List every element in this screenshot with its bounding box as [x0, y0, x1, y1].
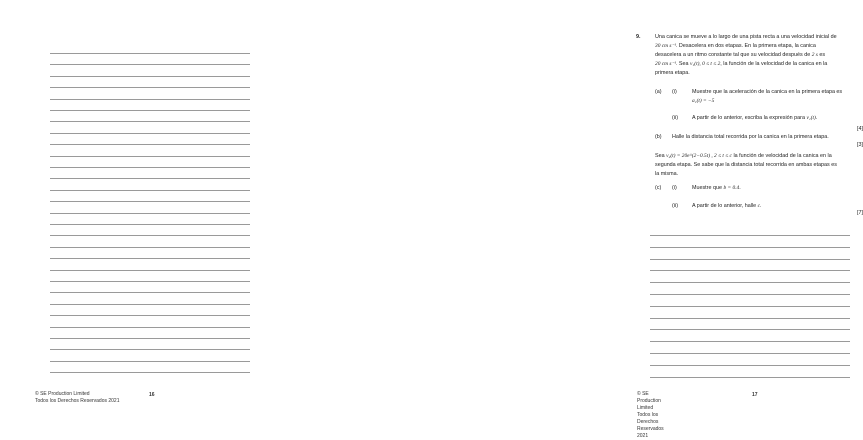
- right-footer-copyright: © SE Production Limited: [637, 391, 661, 411]
- answer-line: [50, 167, 250, 168]
- answer-line: [50, 190, 250, 191]
- question-number: 9.: [636, 34, 641, 40]
- answer-line: [650, 282, 850, 283]
- part-a-i-math: a₁(t) = −5: [692, 98, 715, 104]
- answer-line: [50, 327, 250, 328]
- answer-line: [50, 156, 250, 157]
- part-c-marks: [7]: [857, 210, 863, 216]
- right-footer-rights: Todos los Derechos Reservados 2021: [637, 412, 664, 439]
- answer-line: [50, 224, 250, 225]
- intro-line-1: Una canica se mueve a lo largo de una pista recta a una velocidad inicial de: [655, 34, 837, 40]
- answer-line: [50, 372, 250, 373]
- intro-line-5: primera etapa.: [655, 70, 690, 76]
- part-b-label: (b): [655, 134, 662, 140]
- answer-line: [50, 213, 250, 214]
- answer-line: [650, 270, 850, 271]
- part-a-ii-label: (ii): [672, 115, 678, 121]
- answer-line: [50, 281, 250, 282]
- answer-line: [50, 349, 250, 350]
- answer-line: [50, 53, 250, 54]
- answer-line: [650, 235, 850, 236]
- answer-line: [50, 235, 250, 236]
- answer-line: [650, 377, 850, 378]
- part-c-i-text: Muestre que b = 0.4.: [692, 185, 741, 191]
- intro-line-2: 30 cm s⁻¹. Desacelera en dos etapas. En la primera etapa, la canica: [655, 43, 816, 49]
- answer-line: [650, 259, 850, 260]
- part-b-marks: [3]: [857, 142, 863, 148]
- answer-line: [650, 247, 850, 248]
- stage2-velocity-math: v₂(t) = 20e^(2−0.5t) , 2 ≤ t ≤ c: [666, 153, 732, 159]
- answer-line: [50, 133, 250, 134]
- answer-line: [650, 294, 850, 295]
- part-a-ii-text: A partir de lo anterior, escriba la expresión para v₁(t).: [692, 115, 818, 121]
- answer-line: [650, 318, 850, 319]
- right-page-number: 17: [752, 392, 758, 398]
- answer-line: [50, 64, 250, 65]
- part-c-i-label: (i): [672, 185, 677, 191]
- answer-line: [50, 338, 250, 339]
- part-a-i-label: (i): [672, 89, 677, 95]
- part-b-text: Halle la distancia total recorrida por la canica en la primera etapa.: [672, 134, 829, 140]
- left-page-number: 16: [149, 392, 155, 398]
- right-page: [300, 0, 863, 439]
- answer-line: [650, 329, 850, 330]
- answer-line: [50, 270, 250, 271]
- part-c-ii-label: (ii): [672, 203, 678, 209]
- answer-line: [50, 201, 250, 202]
- initial-velocity-math: 30 cm s⁻¹: [655, 43, 676, 49]
- answer-line: [50, 247, 250, 248]
- left-footer-copyright: © SE Production Limited: [35, 391, 90, 397]
- part-a-i-text: Muestre que la aceleración de la canica en la primera etapa es: [692, 89, 843, 95]
- answer-line: [50, 178, 250, 179]
- part-a-label: (a): [655, 89, 662, 95]
- answer-line: [50, 292, 250, 293]
- answer-line: [50, 304, 250, 305]
- answer-line: [650, 341, 850, 342]
- stage2-line-3: la misma.: [655, 171, 679, 177]
- part-c-ii-text: A partir de lo anterior, halle c.: [692, 203, 762, 209]
- left-footer: [35, 391, 120, 405]
- part-c-label: (c): [655, 185, 662, 191]
- stage2-line-2: segunda etapa. Se sabe que la distancia total recorrida en ambas etapas es: [655, 162, 837, 168]
- intro-line-4: 20 cm s⁻¹. Sea v₁(t), 0 ≤ t ≤ 2, la función de la velocidad de la canica en la: [655, 61, 828, 67]
- answer-line: [50, 315, 250, 316]
- answer-line: [50, 99, 250, 100]
- intro-line-3: desacelera a un ritmo constante tal que su velocidad después de 2 s es: [655, 52, 826, 58]
- right-footer: [637, 391, 664, 440]
- answer-line: [50, 110, 250, 111]
- answer-line: [650, 353, 850, 354]
- answer-line: [50, 361, 250, 362]
- left-page: [0, 0, 300, 424]
- answer-line: [50, 87, 250, 88]
- answer-line: [50, 144, 250, 145]
- part-a-marks: [4]: [857, 126, 863, 132]
- answer-line: [50, 76, 250, 77]
- answer-line: [650, 365, 850, 366]
- stage2-line-1: Sea v₂(t) = 20e^(2−0.5t) , 2 ≤ t ≤ c la función de velocidad de la canica en la: [655, 153, 832, 159]
- answer-line: [650, 306, 850, 307]
- answer-line: [50, 258, 250, 259]
- answer-line: [50, 121, 250, 122]
- left-footer-rights: Todos los Derechos Reservados 2021: [35, 398, 120, 404]
